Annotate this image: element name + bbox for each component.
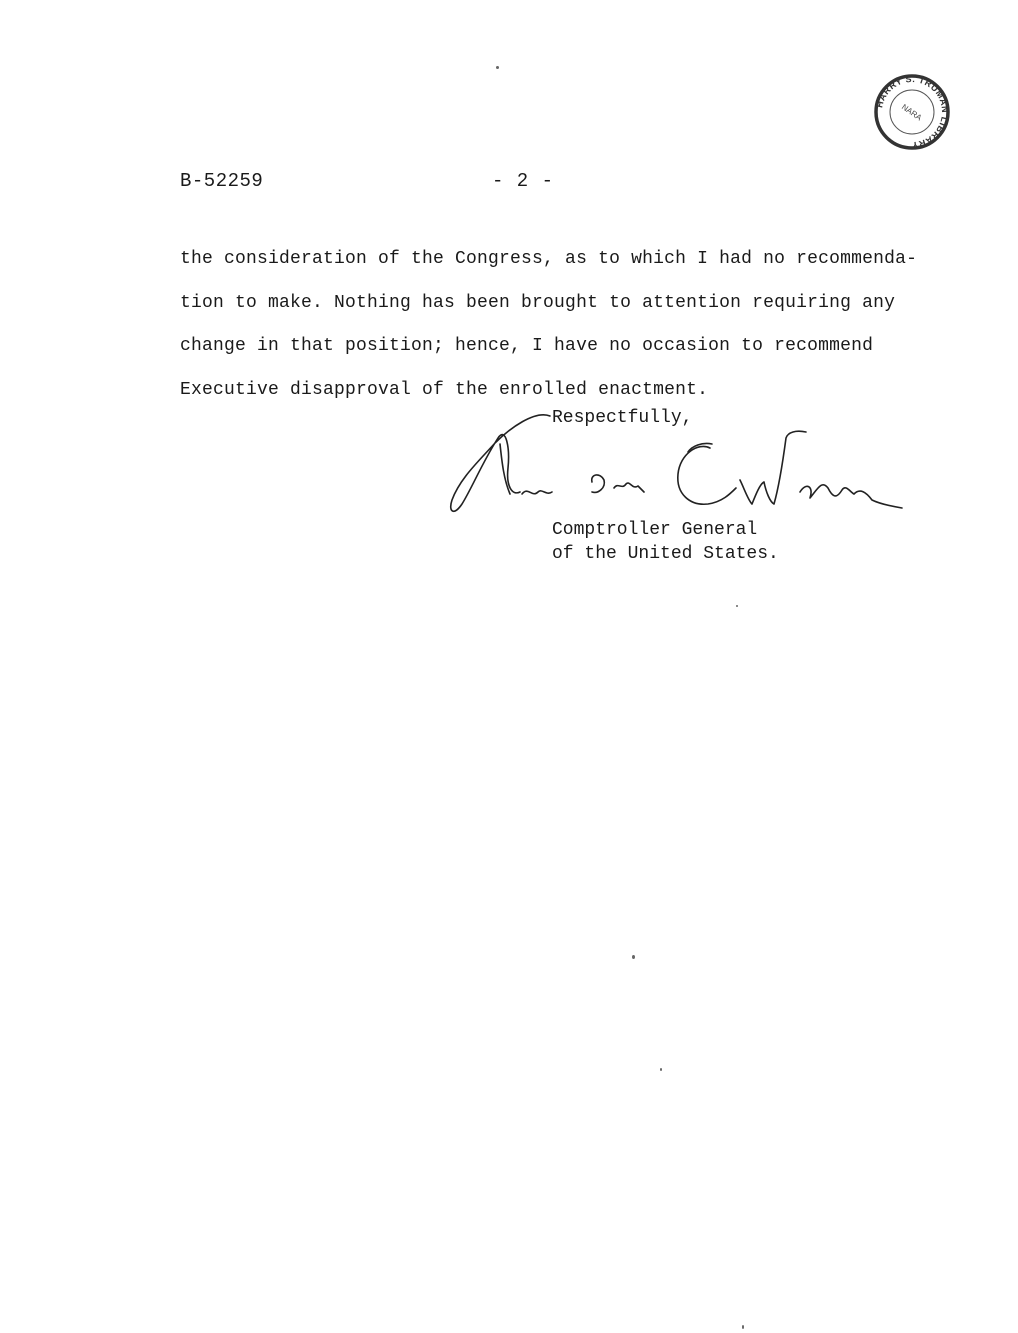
stamp-center-text: NARA: [900, 102, 924, 123]
scan-speck: [660, 1068, 662, 1071]
archive-stamp-graphic: [872, 72, 952, 152]
scan-speck: [742, 1325, 744, 1329]
body-line: Executive disapproval of the enrolled enactment.: [180, 379, 709, 400]
closing-salutation: Respectfully,: [552, 408, 693, 428]
handwritten-signature-icon: [440, 408, 910, 526]
scan-speck: [632, 955, 635, 959]
document-reference-number: B-52259: [180, 170, 264, 192]
signatory-title-line: Comptroller General: [552, 520, 758, 540]
scan-speck: [496, 66, 499, 69]
body-line: tion to make. Nothing has been brought to attention requiring any: [180, 292, 896, 313]
signature-graphic: [440, 408, 910, 526]
page-number: - 2 -: [492, 170, 555, 192]
body-line: the consideration of the Congress, as to which I had no recommenda-: [180, 249, 918, 269]
scan-speck: [736, 605, 738, 607]
signatory-title: [552, 518, 779, 566]
body-paragraph: [180, 238, 920, 412]
stamp-ring-text: HARRY S. TRUMAN LIBRARY: [874, 73, 951, 151]
body-line: change in that position; hence, I have no occasion to recommend: [180, 336, 874, 356]
archive-stamp-icon: [872, 72, 952, 152]
signatory-title-line: of the United States.: [552, 544, 779, 564]
